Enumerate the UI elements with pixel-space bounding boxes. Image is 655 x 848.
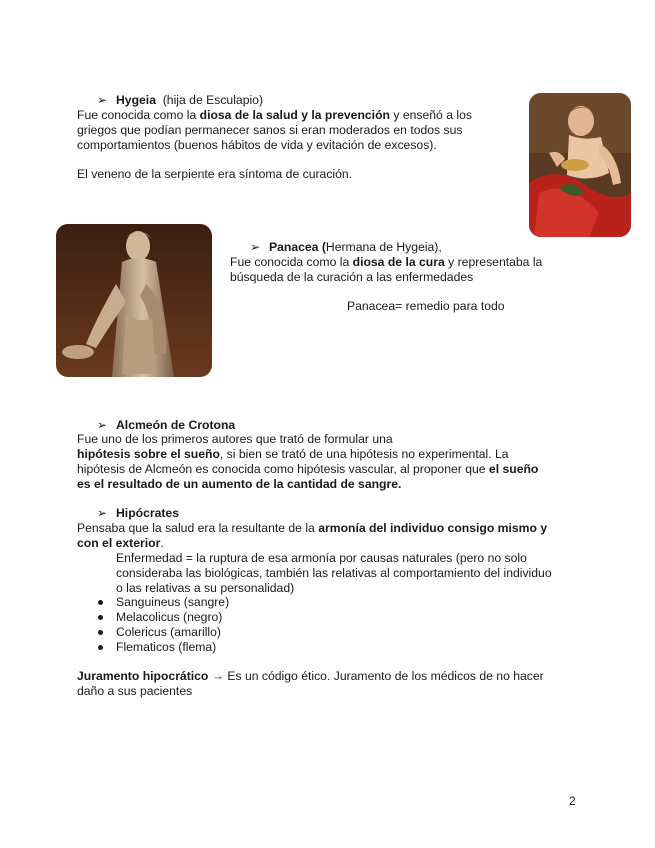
hipocrates-heading [97, 506, 179, 521]
hipocrates-title: Hipócrates [116, 506, 179, 520]
juramento-title: Juramento hipocrático [77, 669, 209, 683]
bullet-icon [98, 645, 103, 650]
bold-text: con el exterior [77, 536, 161, 550]
text: hipótesis de Alcmeón es conocida como hipótesis vascular, al proponer que [77, 462, 489, 476]
panacea-note: Panacea= remedio para todo [347, 299, 505, 313]
alcmeon-title: Alcmeón de Crotona [116, 418, 236, 432]
text: , si bien se trató de una hipótesis no experimental. La [219, 447, 509, 461]
arrow-bullet-icon: ➢ [250, 240, 261, 254]
bold-text: el sueño [488, 462, 539, 476]
hygeia-title: Hygeia [116, 93, 156, 107]
hygeia-line-2: griegos que podían permanecer sanos si eran moderados en todos sus [77, 123, 463, 137]
panacea-line-1 [230, 255, 542, 270]
text: Es un código ético. Juramento de los médicos de no hacer [227, 669, 544, 683]
bold-text: es el resultado de un aumento de la cantidad de sangre. [77, 477, 402, 491]
panacea-subtitle: Hermana de Hygeia), [325, 240, 442, 254]
hygeia-line-3: comportamientos (buenos hábitos de vida y evitación de excesos). [77, 138, 437, 152]
bold-text: armonía del individuo consigo mismo y [318, 521, 548, 535]
page-number: 2 [569, 794, 576, 808]
text: . [160, 536, 164, 550]
hipocrates-indent-2: consideraba las biológicas, también las relativas al comportamiento del individuo [116, 566, 552, 580]
bullet-icon [98, 600, 103, 605]
list-item: Sanguineus (sangre) [116, 595, 230, 609]
list-item: Flematicos (flema) [116, 640, 217, 654]
hipocrates-line-2 [77, 536, 164, 551]
bold-text: diosa de la salud y la prevención [199, 108, 390, 122]
bullet-icon [98, 615, 103, 620]
juramento-line-2: daño a sus pacientes [77, 684, 193, 698]
arrow-bullet-icon: ➢ [97, 93, 108, 107]
bold-text: diosa de la cura [352, 255, 445, 269]
hygeia-line-1 [77, 108, 472, 123]
hygeia-painting-image [529, 93, 631, 237]
right-arrow-icon: → [208, 669, 228, 683]
text: Pensaba que la salud era la resultante de la [77, 521, 319, 535]
hipocrates-indent-1: Enfermedad = la ruptura de esa armonía por causas naturales (pero no solo [116, 551, 527, 565]
arrow-bullet-icon: ➢ [97, 506, 108, 520]
hygeia-subtitle: (hija de Esculapio) [162, 93, 264, 107]
bullet-icon [98, 630, 103, 635]
text: y representaba la [444, 255, 543, 269]
text: Fue conocida como la [230, 255, 353, 269]
text: Fue conocida como la [77, 108, 200, 122]
alcmeon-line-3 [77, 462, 538, 477]
panacea-title: Panacea ( [269, 240, 326, 254]
juramento-line-1 [77, 669, 544, 684]
hygeia-line-4: El veneno de la serpiente era síntoma de curación. [77, 167, 353, 181]
text: y enseñó a los [389, 108, 472, 122]
alcmeon-line-1: Fue uno de los primeros autores que trató de formular una [77, 432, 393, 446]
alcmeon-line-4 [77, 477, 401, 492]
arrow-bullet-icon: ➢ [97, 418, 108, 432]
panacea-heading [250, 240, 442, 255]
hipocrates-line-1 [77, 521, 547, 536]
list-item: Colericus (amarillo) [116, 625, 221, 639]
alcmeon-heading [97, 418, 235, 433]
hygeia-heading [97, 93, 263, 108]
alcmeon-line-2 [77, 447, 509, 462]
panacea-line-2: búsqueda de la curación a las enfermedades [230, 270, 474, 284]
hipocrates-indent-3: o las relativas a su personalidad) [116, 581, 295, 595]
list-item: Melacolicus (negro) [116, 610, 223, 624]
bold-text: hipótesis sobre el sueño [77, 447, 220, 461]
panacea-statue-image [56, 224, 212, 377]
